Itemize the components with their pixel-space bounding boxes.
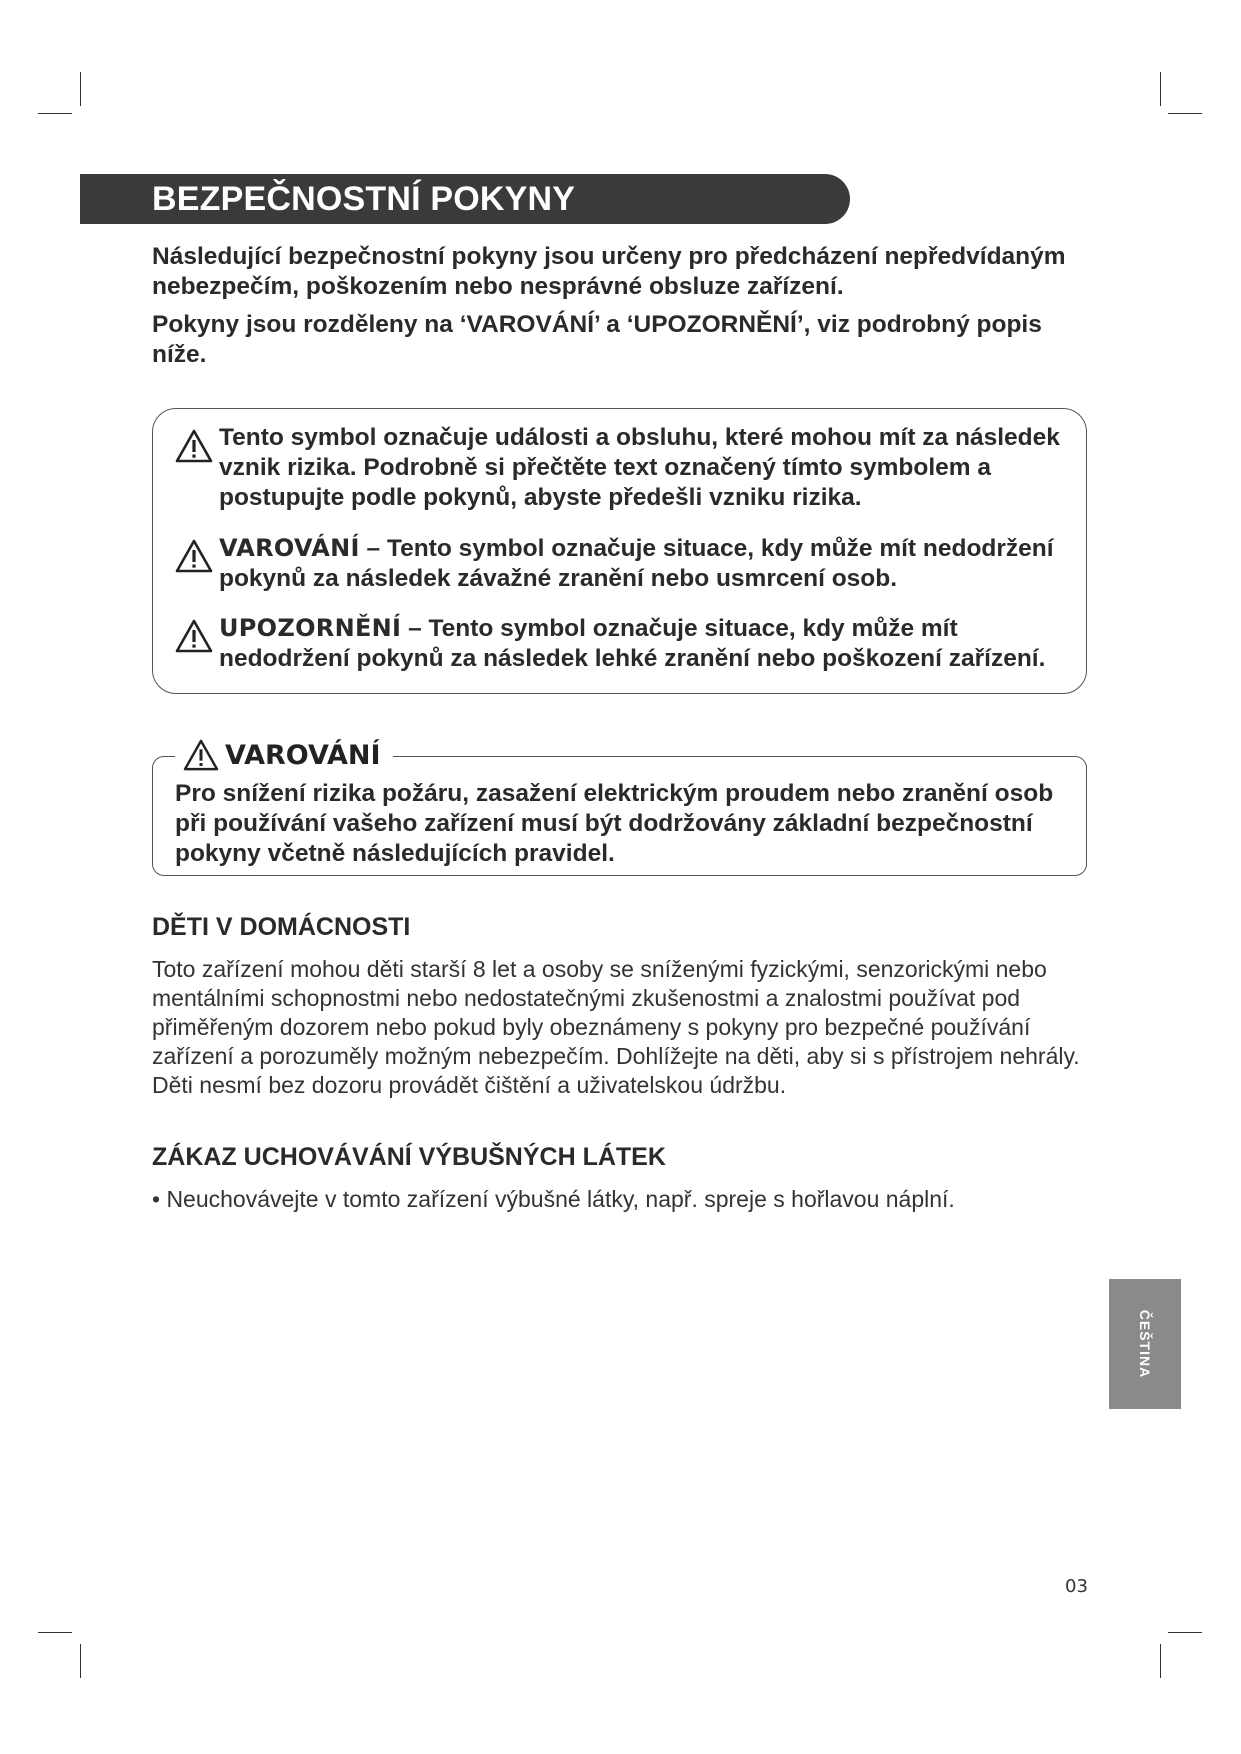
warning-triangle-icon: [175, 619, 213, 653]
section-body-children: Toto zařízení mohou děti starší 8 let a osoby se sníženými fyzickými, senzorickými nebo mentálními schopnostmi nebo nedostatečnými zkušenostmi a znalostmi používat pod přiměřeným dozorem nebo pokud byly obeznámeny s pokyny pro bezpečné používání zařízení a porozuměly možným nebezpečím. Dohlížejte na děti, aby si s přístrojem nehrály. Děti nesmí bez dozoru provádět čištění a uživatelskou údržbu.: [152, 956, 1080, 1098]
intro-paragraph: Následující bezpečnostní pokyny jsou určeny pro předcházení nepředvídaným nebezpečím, poškozením nebo nesprávné obsluze zařízení.: [152, 243, 1066, 300]
symbol-caution-text: [219, 613, 1069, 674]
caution-keyword: UPOZORNĚNÍ: [219, 614, 402, 642]
bullet-explosives: • Neuchovávejte v tomto zařízení výbušné látky, např. spreje s hořlavou náplní.: [152, 1186, 955, 1212]
warning-description: – Tento symbol označuje situace, kdy může mít nedodržení pokynů za následek závažné zranění nebo usmrcení osob.: [219, 535, 1054, 592]
crop-mark: [38, 1632, 72, 1633]
crop-mark: [1168, 1632, 1202, 1633]
symbol-warning-text: [219, 533, 1069, 594]
crop-mark: [1160, 72, 1161, 106]
language-tab: [1109, 1279, 1181, 1409]
warning-box-label: VAROVÁNÍ: [225, 739, 381, 771]
crop-mark: [80, 1644, 81, 1678]
crop-mark: [1168, 113, 1202, 114]
page-number: 03: [1065, 1576, 1088, 1597]
intro-text: [152, 242, 1092, 378]
warning-box-legend: [175, 735, 393, 775]
warning-box-text: Pro snížení rizika požáru, zasažení elektrickým proudem nebo zranění osob při používání vašeho zařízení musí být dodržovány základní bezpečnostní pokyny včetně následujících pravidel.: [175, 780, 1054, 867]
symbols-legend-box: [152, 408, 1087, 694]
crop-mark: [1160, 1644, 1161, 1678]
warning-triangle-icon: [175, 539, 213, 573]
crop-mark: [38, 113, 72, 114]
title-bar: [80, 174, 850, 224]
page-title: BEZPEČNOSTNÍ POKYNY: [152, 180, 576, 218]
intro-paragraph: Pokyny jsou rozděleny na ‘VAROVÁNÍ’ a ‘UPOZORNĚNÍ’, viz podrobný popis níže.: [152, 311, 1042, 368]
section-heading-children: DĚTI V DOMÁCNOSTI: [152, 913, 411, 941]
warning-box: [152, 739, 1087, 876]
warning-triangle-icon: [175, 429, 213, 463]
caution-description: – Tento symbol označuje situace, kdy může mít nedodržení pokynů za následek lehké zranění nebo poškození zařízení.: [219, 615, 1046, 672]
section-heading-explosives: ZÁKAZ UCHOVÁVÁNÍ VÝBUŠNÝCH LÁTEK: [152, 1143, 666, 1171]
warning-keyword: VAROVÁNÍ: [219, 534, 360, 562]
crop-mark: [80, 72, 81, 106]
warning-triangle-icon: [183, 739, 219, 771]
language-tab-label: ČEŠTINA: [1137, 1309, 1153, 1379]
symbol-general-text: Tento symbol označuje události a obsluhu, které mohou mít za následek vznik rizika. Podrobně si přečtěte text označený tímto symbolem a postupujte podle pokynů, abyste předešli vzniku rizika.: [219, 424, 1060, 511]
